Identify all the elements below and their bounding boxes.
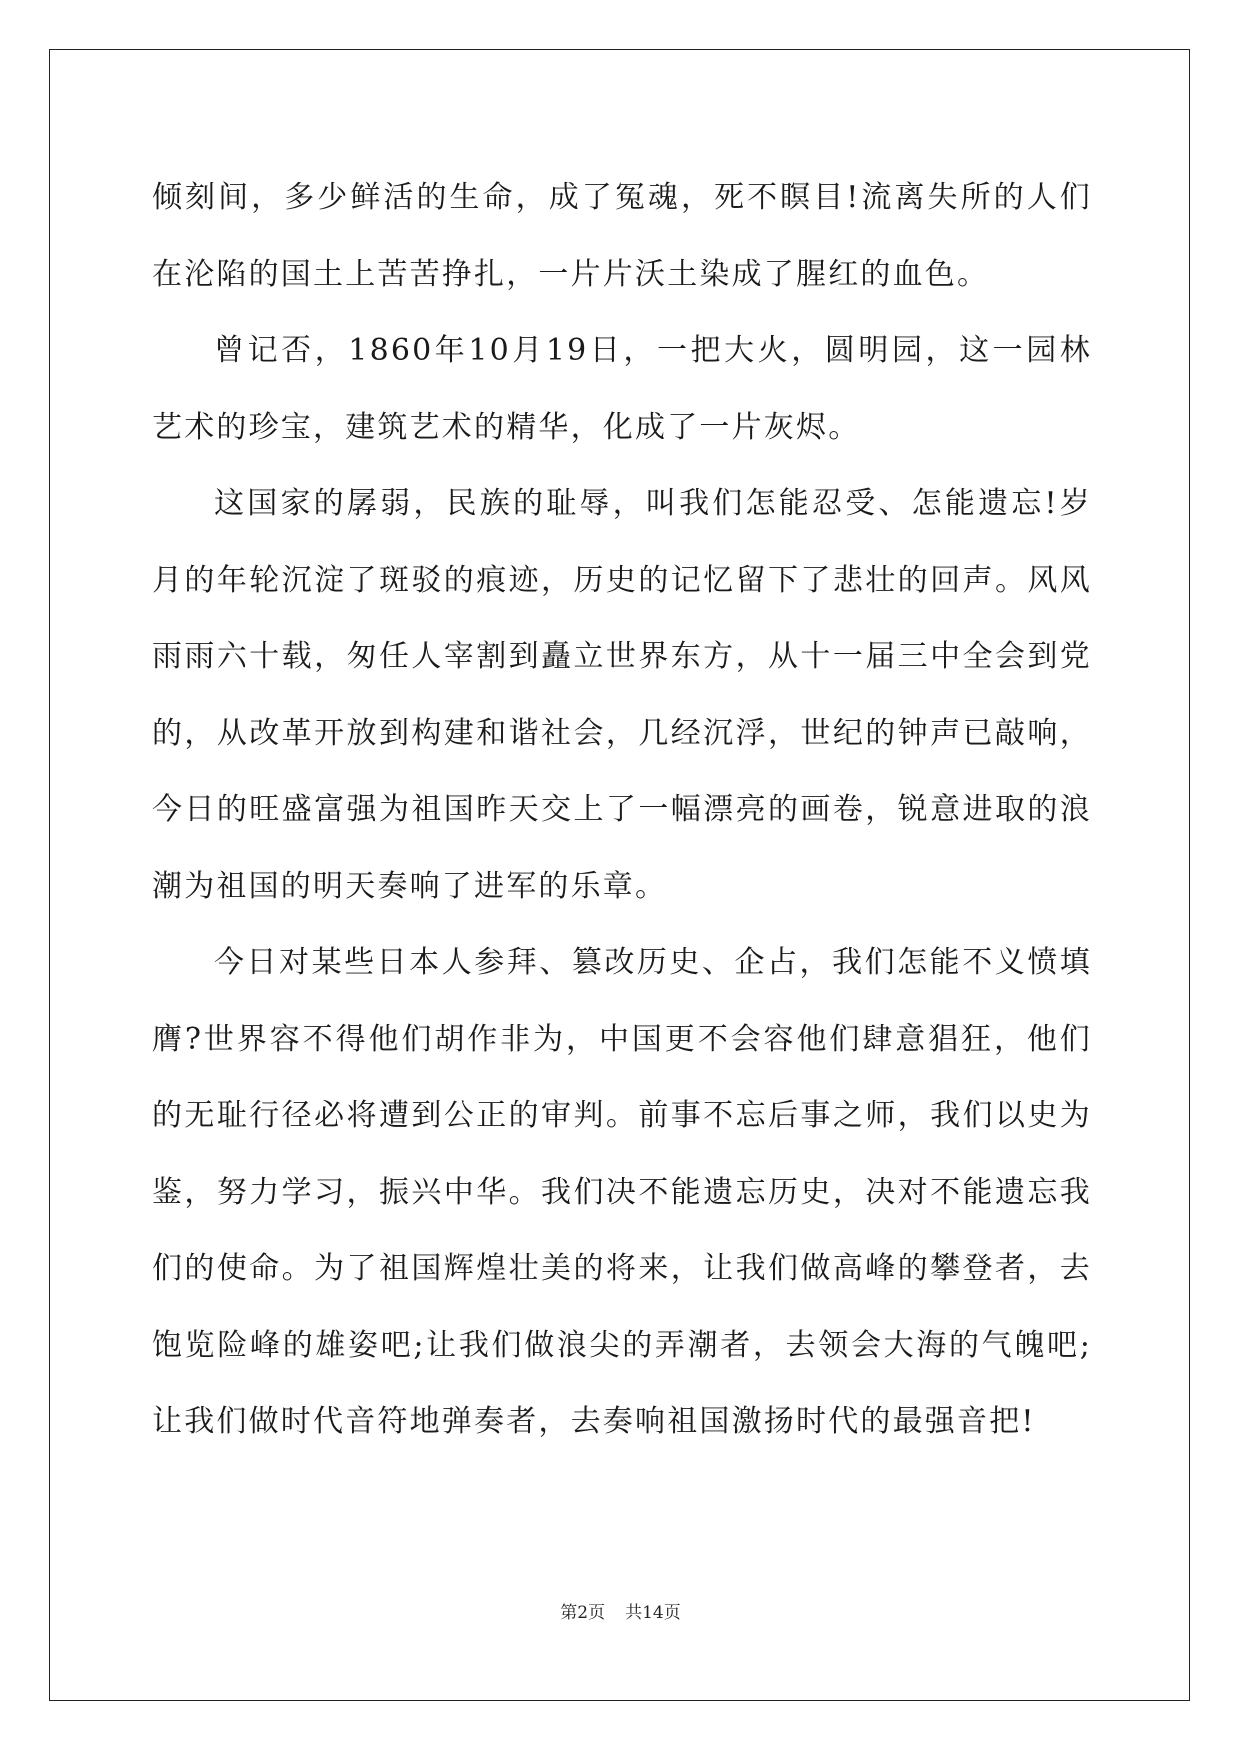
paragraph-3: 这国家的孱弱，民族的耻辱，叫我们怎能忍受、怎能遗忘!岁月的年轮沉淀了斑驳的痕迹，历史的记忆留下了悲壮的回声。风风雨雨六十载，匆任人宰割到矗立世界东方，从十一届三中全会到党的，从改革开放到构建和谐社会，几经沉浮，世纪的钟声已敲响，今日的旺盛富强为祖国昨天交上了一幅漂亮的画卷，锐意进取的浪潮为祖国的明天奏响了进军的乐章。: [152, 486, 1092, 904]
page-total: 共14页: [625, 1603, 681, 1623]
document-body: [152, 160, 1092, 1461]
paragraph-4: 今日对某些日本人参拜、篡改历史、企占，我们怎能不义愤填膺?世界容不得他们胡作非为，中国更不会容他们肆意猖狂，他们的无耻行径必将遭到公正的审判。前事不忘后事之师，我们以史为鉴，努力学习，振兴中华。我们决不能遗忘历史，决对不能遗忘我们的使命。为了祖国辉煌壮美的将来，让我们做高峰的攀登者，去饱览险峰的雄姿吧;让我们做浪尖的弄潮者，去领会大海的气魄吧;让我们做时代音符地弹奏者，去奏响祖国激扬时代的最强音把!: [152, 945, 1092, 1439]
paragraph-2: 曾记否，1860年10月19日，一把大火，圆明园，这一园林艺术的珍宝，建筑艺术的精华，化成了一片灰烬。: [152, 333, 1092, 445]
paragraph-1: 倾刻间，多少鲜活的生命，成了冤魂，死不瞑目!流离失所的人们在沦陷的国土上苦苦挣扎，一片片沃土染成了腥红的血色。: [152, 180, 1092, 292]
page-number: 第2页: [560, 1603, 606, 1623]
page-footer: [0, 1598, 1241, 1623]
